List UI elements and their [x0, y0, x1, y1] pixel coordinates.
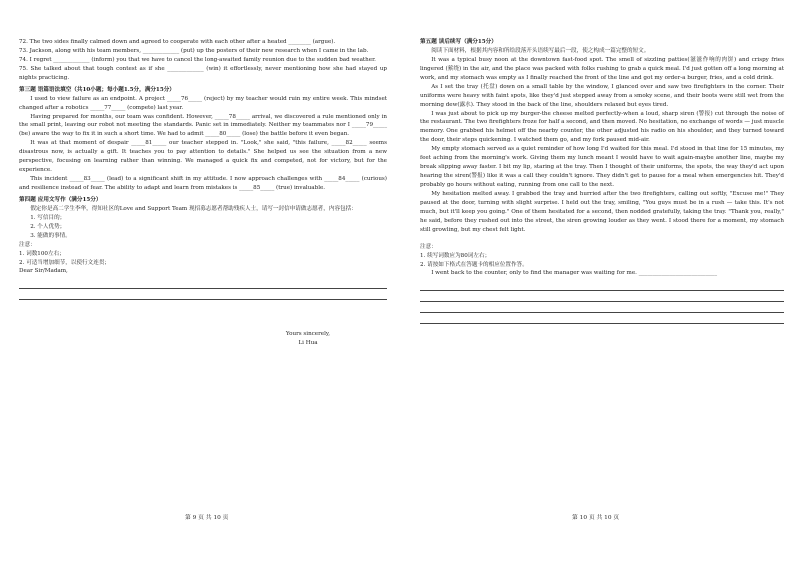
section3-para-2: Having prepared for months, our team was confident. However, _____78_____ arrival, we discovered a rule mentioned only in the small print, leaving our robot not meeting the standards. Panic set in immediately. Neither my teammates nor I _____79_____ (be) aware the way to fix it in such a short time. We had to admit _____80_____ (lose) the battle before it even began. [19, 113, 387, 138]
letter-signature: Li Hua [298, 340, 318, 347]
section4-notes-label: 注意： [19, 241, 36, 248]
left-page [19, 38, 387, 348]
story-para-5: My hesitation melted away. I grabbed the tray and hurried after the two firefighters, calling out softly, "Excuse me!" They paused at the door, turning with slight surprise. I held out the tray, smiling, "You guys must be in a rush — take this. It's not much, but it'll keep you going." One of them hesitated for a second, then nodded gratefully, taking the tray. "Thank you, really," he said, before they rushed out into the street, the siren growing louder as they went. I stood there for a moment, my stomach still growling, but my chest felt light. [420, 190, 784, 233]
continuation-writing-area[interactable] [420, 280, 784, 324]
writing-line[interactable] [19, 278, 387, 289]
writing-line[interactable] [420, 291, 784, 302]
section4-title: 第四题 应用文写作（满分15分） [19, 196, 102, 203]
section3-para-4: This incident _____83_____ (lead) to a significant shift in my attitude. I now approach challenges with _____84_____ (curious) and resilience instead of fear. The ability to adapt and learn from mistakes is _____85_____ (true) invaluable. [19, 176, 387, 191]
section3-title: 第三题 语篇语法填空（共10小题；每小题1.5分，满分15分） [19, 86, 175, 93]
story-para-4: My empty stomach served as a quiet reminder of how long I'd waited for this meal. I'd stood in that line for 15 minutes, my feet aching from the morning's work. Giving them my lunch meant I would have to wait again-maybe another line, maybe my break slipping away faster. I bit my lip, staring at the tray. Then I thought of their uniforms, the spots, the way they'd act upon hearing the siren(警报) like it was a call they couldn't ignore. They didn't get to pause for a meal when emergencies hit. They'd probably go hours without eating, running from one call to the next. [420, 146, 784, 188]
section5-intro: 阅读下面材料，根据其内容和所给段落开头语续写最后一段，使之构成一篇完整的短文。 [431, 47, 650, 54]
letter-writing-area[interactable] [19, 278, 387, 300]
section4-point-3: 3. 能做的事情。 [30, 232, 71, 239]
page-number-right: 第 10 页 共 10 页 [572, 515, 620, 521]
section5-title: 第五题 读后续写（满分15分） [420, 39, 497, 45]
section3-para-1: I used to view failure as an endpoint. A project _____76_____ (reject) by my teacher would ruin my entire week. This mindset changed after a robotics _____77_____ (compete) last year. [19, 95, 387, 111]
story-para-3: I was just about to pick up my burger-the cheese melted perfectly-when a loud, sharp siren (警报) cut through the noise of the restaurant. The two firefighters froze for half a second, and then moved. No hesitation, no exchange of words — just muscle memory. One grabbed his helmet off the nearby counter, the other adjusted his radio on his shoulder, and they turned toward the door, their steps quickening. I watched them go, and my fork paused mid-air. [420, 110, 784, 144]
writing-line[interactable] [19, 289, 387, 300]
section4-point-2: 2. 个人优势； [30, 223, 66, 230]
writing-line[interactable] [420, 280, 784, 291]
question-72: 72. The two sides finally calmed down and agreed to cooperate with each other after a heated ________ (argue). [19, 39, 336, 45]
question-75: 75. She talked about that tough contest as if she _____________ (win) it effortlessly, never mentioning how she had stayed up nights practicing. [19, 65, 387, 81]
page-number-left: 第 9 页 共 10 页 [185, 515, 229, 521]
question-74: 74. I regret _____________ (inform) you that we have to cancel the long-awaited family reunion due to the sudden bad weather. [19, 56, 376, 63]
story-para-1: It was a typical busy noon at the downtown fast-food spot. The smell of sizzling patties(滋滋作响的肉饼) and crispy fries lingered (萦绕) in the air, and the place was packed with folks rushing to grab a quick meal. I'd just gotten off a long morning at work, and my stomach was empty as I finally reached the front of the line and got my order-a burger, fries, and a cold drink. [420, 56, 784, 81]
writing-line[interactable] [420, 313, 784, 324]
section5-note-2: 2. 请按如下格式在答题卡的相应位置作答。 [420, 261, 528, 268]
question-73: 73. Jackson, along with his team members, _____________ (put) up the posters of their new research when I came in the lab. [19, 47, 369, 54]
continuation-start: I went back to the counter, only to find the manager was waiting for me. ____________________________ [431, 270, 718, 277]
right-page [420, 38, 784, 324]
letter-salutation: Dear Sir/Madam, [19, 268, 68, 275]
section4-note-2: 2. 可适当增加细节，以使行文连贯； [19, 259, 111, 266]
writing-line[interactable] [420, 302, 784, 313]
story-para-2: As I set the tray (托盘) down on a small table by the window, I glanced over and saw two firefighters in the corner. Their uniforms were heavy with faint spots, like they'd just stepped away from a smoky scene, and their boots were still wet from the morning dew(露水). They stood in the back of the line, shoulders relaxed but eyes tired. [420, 83, 784, 108]
section5-notes-label: 注意： [420, 243, 437, 250]
letter-signature-block [19, 330, 387, 348]
section4-point-1: 1. 写信目的； [30, 214, 66, 221]
section5-note-1: 1. 续写词数应为80词左右； [420, 252, 491, 259]
letter-closing: Yours sincerely, [285, 331, 331, 338]
section4-note-1: 1. 词数100左右； [19, 250, 65, 257]
section4-prompt: 假定你是高二学生李华，得知社区的Love and Support Team 现招募志愿者帮助残疾人士，请写一封信申请做志愿者，内容包括： [30, 205, 357, 212]
section3-para-3: It was at that moment of despair _____81_____ our teacher stepped in. "Look," she said, "this failure, _____82_____ seems disastrous now, is actually a gift. It teaches you to pay attention to details." She helped us see the situation from a new perspective, focusing on learning rather than winning. We managed a quick fix and competed, not for victory, but for the experience. [19, 140, 387, 174]
